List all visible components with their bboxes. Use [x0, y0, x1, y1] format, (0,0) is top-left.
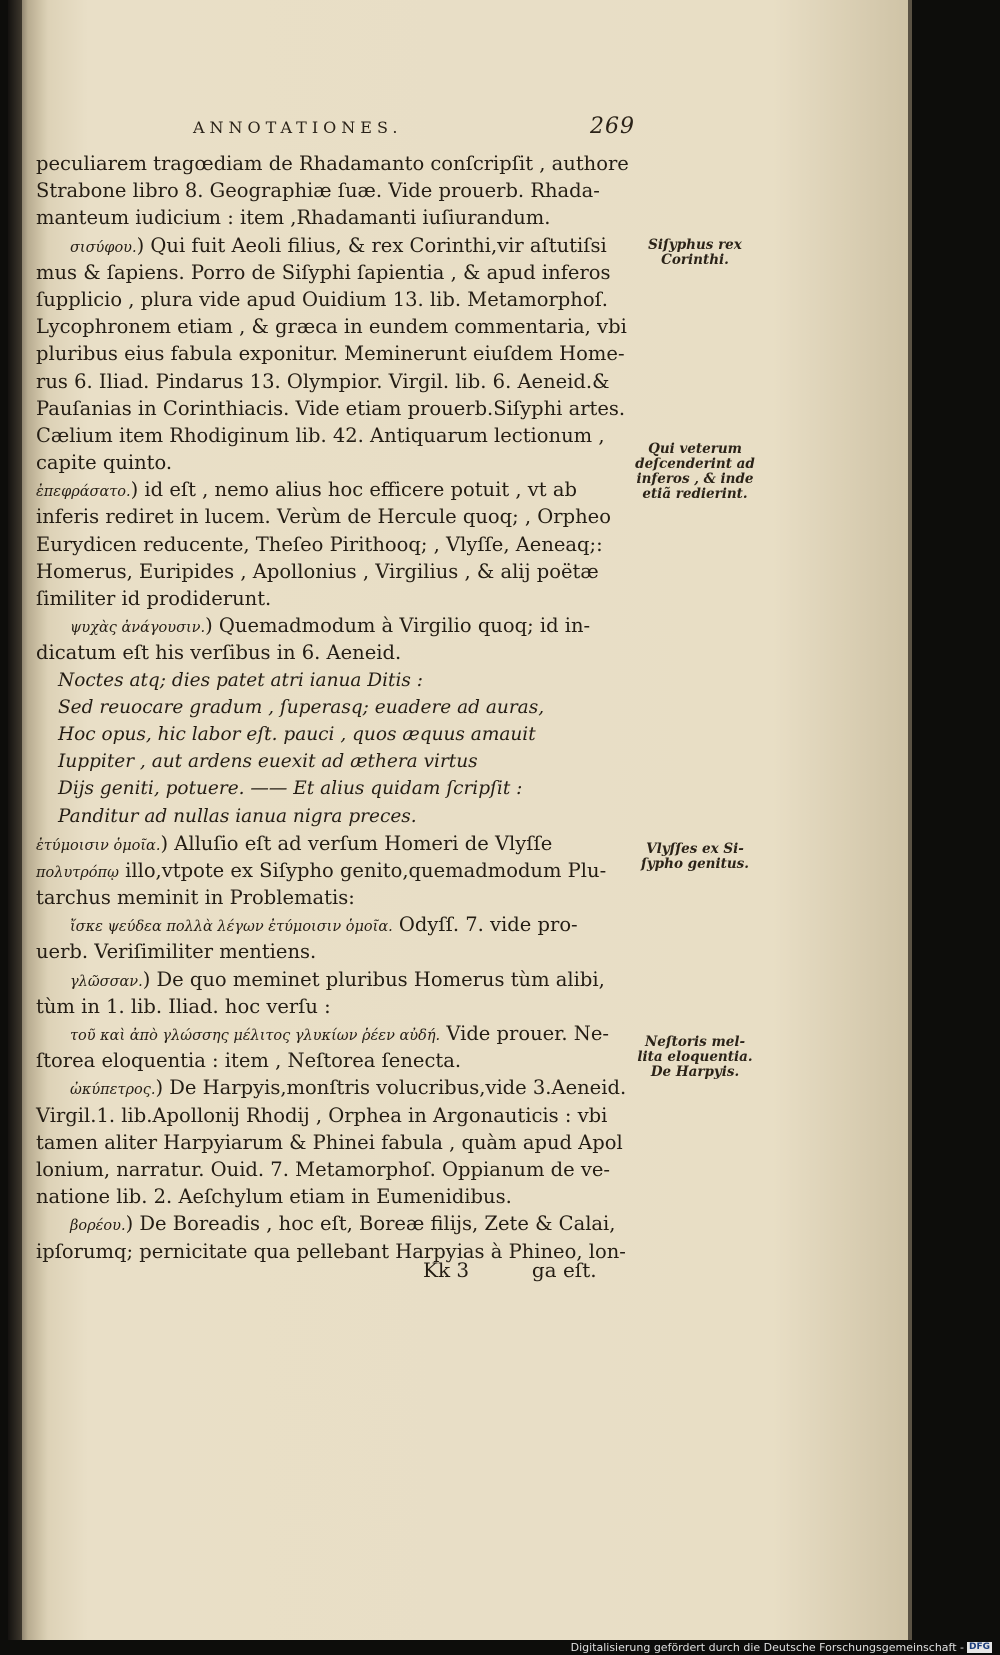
greek-lemma: ἐτύμοισιν ὁμοῖα. — [36, 837, 161, 854]
signature-mark: Kk 3 — [423, 1258, 470, 1282]
text-line — [36, 177, 636, 204]
text-line — [36, 639, 636, 666]
text-line — [36, 313, 636, 340]
text-line — [36, 938, 636, 965]
signature-line — [423, 1258, 623, 1282]
margin-note-line: Qui veterum — [648, 441, 742, 457]
greek-lemma: σισύφου. — [70, 239, 137, 256]
line-text: ) De Boreadis , hoc eſt, Boreæ filijs, Zete & Calai, — [125, 1212, 616, 1236]
margin-note-descent — [620, 442, 770, 502]
line-text: Iuppiter , aut ardens euexit ad æthera virtus — [58, 751, 478, 773]
greek-lemma: τοῦ καὶ ἀπὸ γλώσσης μέλιτος γλυκίων ῥέεν αὐδή. — [70, 1028, 441, 1044]
footer-text: Digitalisierung gefördert durch die Deutsche Forschungsgemeinschaft - — [570, 1641, 964, 1654]
line-text: Strabone libro 8. Geographiæ ſuæ. Vide prouerb. Rhada- — [36, 179, 600, 203]
greek-lemma: πολυτρόπῳ — [36, 864, 119, 881]
main-text-block — [36, 150, 636, 1265]
line-text: ) De Harpyis,monſtris volucribus,vide 3.Aeneid. — [155, 1076, 627, 1100]
text-line — [36, 1047, 636, 1074]
text-line — [36, 585, 636, 612]
book-page — [8, 0, 908, 1640]
margin-note-line: Corinthi. — [661, 252, 729, 268]
text-line — [36, 830, 636, 857]
line-text: natione lib. 2. Aeſchylum etiam in Eumenidibus. — [36, 1185, 512, 1209]
text-line — [36, 612, 636, 639]
text-line — [36, 422, 636, 449]
margin-note-line: Siſyphus rex — [648, 237, 742, 253]
margin-note-ulysses — [620, 842, 770, 872]
margin-note-line: Neſtoris mel- — [644, 1034, 746, 1050]
line-text: ) De quo meminet pluribus Homerus tùm alibi, — [142, 967, 605, 991]
line-text: ſupplicio , plura vide apud Ouidium 13. lib. Metamorphoſ. — [36, 287, 608, 311]
line-text: Lycophronem etiam , & græca in eundem commentaria, vbi — [36, 315, 627, 339]
dfg-logo: DFG — [968, 1642, 990, 1652]
margin-note-line: ſypho genitus. — [641, 856, 749, 872]
text-line — [36, 748, 636, 775]
margin-note-line: Vlyſſes ex Si- — [646, 841, 744, 857]
line-text: peculiarem tragœdiam de Rhadamanto conſcripſit , authore — [36, 152, 629, 175]
text-line — [36, 1129, 636, 1156]
line-text: Panditur ad nullas ianua nigra preces. — [58, 805, 417, 827]
line-text: Pauſanias in Corinthiacis. Vide etiam prouerb.Siſyphi artes. — [36, 396, 626, 420]
footer-credit — [571, 1640, 992, 1655]
line-text: ſtorea eloquentia : item , Neſtorea ſenecta. — [36, 1049, 462, 1073]
text-line — [36, 1210, 636, 1237]
line-text: Odyſſ. 7. vide pro- — [392, 913, 578, 937]
text-line — [36, 775, 636, 802]
line-text: Cælium item Rhodiginum lib. 42. Antiquarum lectionum , — [36, 423, 605, 447]
line-text: Sed reuocare gradum , ſuperasq; euadere ad auras, — [58, 696, 545, 718]
text-line — [36, 476, 636, 503]
line-text: pluribus eius fabula exponitur. Meminerunt eiuſdem Home- — [36, 342, 625, 366]
line-text: Homerus, Euripides , Apollonius , Virgilius , & alij poëtæ — [36, 559, 599, 583]
line-text: mus & ſapiens. Porro de Siſyphi ſapientia , & apud inferos — [36, 260, 611, 284]
text-line — [36, 232, 636, 259]
margin-note-line: De Harpyis. — [650, 1064, 740, 1080]
text-line — [36, 721, 636, 748]
greek-lemma: ἴσκε ψεύδεα πολλὰ λέγων ἐτύμοισιν ὁμοῖα. — [70, 919, 393, 936]
text-line — [36, 993, 636, 1020]
line-text: ) Qui fuit Aeoli filius, & rex Corinthi,vir aſtutiſsi — [136, 233, 607, 257]
text-line — [36, 531, 636, 558]
text-line — [36, 884, 636, 911]
text-line — [36, 1183, 636, 1210]
text-line — [36, 286, 636, 313]
line-text: ſimiliter id prodiderunt. — [36, 587, 272, 610]
text-line — [36, 803, 636, 830]
text-line — [36, 694, 636, 721]
margin-note-line: lita eloquentia. — [637, 1049, 753, 1065]
running-header — [193, 114, 643, 139]
line-text: Virgil.1. lib.Apollonij Rhodij , Orphea in Argonauticis : vbi — [36, 1103, 608, 1127]
margin-note-line: etiã redierint. — [642, 486, 748, 502]
text-line — [36, 966, 636, 993]
margin-note-line: deſcenderint ad — [635, 456, 755, 472]
text-line — [36, 1156, 636, 1183]
line-text: ) id eſt , nemo alius hoc efficere potuit , vt ab — [130, 478, 577, 502]
greek-lemma: ἐπεφράσατο. — [36, 484, 131, 501]
line-text: manteum iudicium : item ,Rhadamanti iuſiurandum. — [36, 206, 551, 230]
text-line — [36, 340, 636, 367]
margin-note-nestor — [620, 1035, 770, 1080]
line-text: illo,vtpote ex Siſypho genito,quemadmodum Plu- — [118, 858, 607, 882]
line-text: dicatum eſt his verſibus in 6. Aeneid. — [36, 641, 402, 665]
line-text: rus 6. Iliad. Pindarus 13. Olympior. Virgil. lib. 6. Aeneid.& — [36, 369, 610, 393]
text-line — [36, 1102, 636, 1129]
text-line — [36, 558, 636, 585]
greek-lemma: βορέου. — [70, 1218, 126, 1235]
book-spine — [8, 0, 22, 1640]
page-edge — [908, 0, 912, 1640]
text-line — [36, 204, 636, 231]
greek-lemma: γλῶσσαν. — [70, 973, 143, 990]
text-line — [36, 911, 636, 938]
line-text: Hoc opus, hic labor eſt. pauci , quos æquus amauit — [58, 723, 536, 745]
line-text: Noctes atq; dies patet atri ianua Ditis : — [58, 669, 424, 691]
line-text: Eurydicen reducente, Theſeo Pirithooq; , Vlyſſe, Aeneaq;: — [36, 532, 603, 556]
running-title: ANNOTATIONES. — [193, 118, 403, 137]
text-line — [36, 857, 636, 884]
text-line — [36, 150, 636, 177]
line-text: tùm in 1. lib. Iliad. hoc verſu : — [36, 994, 331, 1018]
line-text: ipſorumq; pernicitate qua pellebant Harpyias à Phineo, lon- — [36, 1239, 626, 1263]
line-text: uerb. Veriſimiliter mentiens. — [36, 940, 317, 964]
text-line — [36, 1020, 636, 1047]
text-line — [36, 259, 636, 286]
text-line — [36, 368, 636, 395]
line-text: Dijs geniti, potuere. —— Et alius quidam ſcripſit : — [58, 778, 523, 800]
line-text: Vide prouer. Ne- — [440, 1022, 609, 1045]
line-text: tarchus meminit in Problematis: — [36, 886, 355, 910]
line-text: inferis rediret in lucem. Verùm de Hercule quoq; , Orpheo — [36, 505, 611, 529]
margin-note-line: inferos , & inde — [636, 471, 754, 487]
line-text: ) Quemadmodum à Virgilio quoq; id in- — [205, 614, 591, 638]
line-text: ) Alluſio eſt ad verſum Homeri de Vlyſſe — [160, 831, 553, 855]
line-text: capite quinto. — [36, 451, 173, 475]
text-line — [36, 395, 636, 422]
line-text: lonium, narratur. Ouid. 7. Metamorphoſ. Oppianum de ve- — [36, 1157, 611, 1181]
line-text: tamen aliter Harpyiarum & Phinei fabula , quàm apud Apol — [36, 1130, 623, 1154]
page-number: 269 — [590, 114, 635, 139]
margin-note-sisyphus — [620, 238, 770, 268]
text-line — [36, 667, 636, 694]
text-line — [36, 503, 636, 530]
text-line — [36, 1074, 636, 1101]
greek-lemma: ὠκύπετρος. — [70, 1082, 156, 1099]
catchword: ga eſt. — [531, 1258, 597, 1282]
greek-lemma: ψυχὰς ἀνάγουσιν. — [70, 620, 206, 637]
text-line — [36, 449, 636, 476]
